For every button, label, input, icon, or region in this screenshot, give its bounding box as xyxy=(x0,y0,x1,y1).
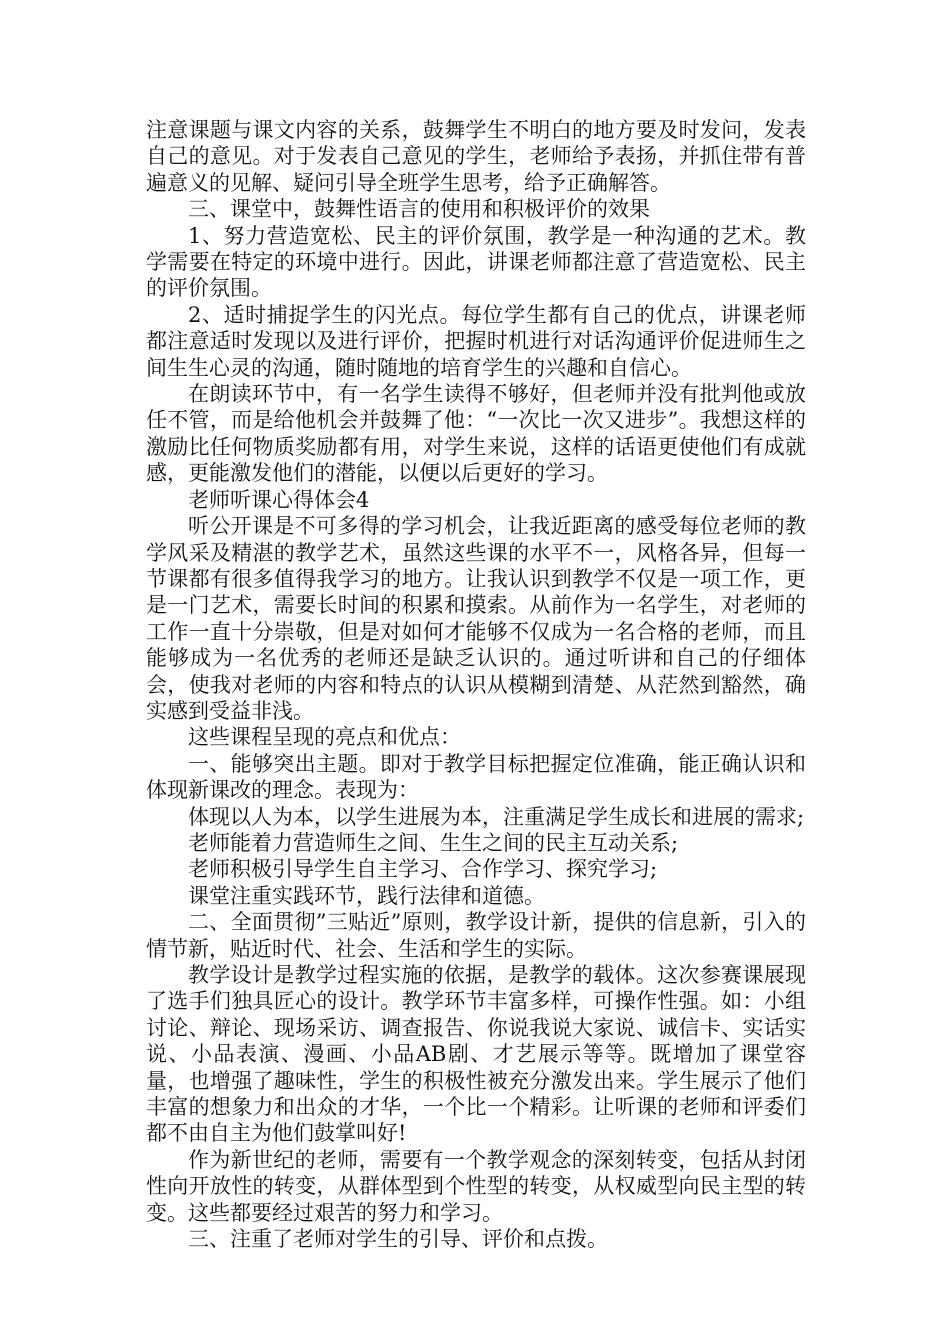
list-item-democratic-relations: 老师能着力营造师生之间、生生之间的民主互动关系; xyxy=(188,830,679,855)
section-heading-3: 三、课堂中，鼓舞性语言的使用和积极评价的效果 xyxy=(188,197,650,222)
list-item-practice: 课堂注重实践环节，践行法律和道德。 xyxy=(188,883,545,908)
paragraph-point-guidance: 三、注重了老师对学生的引导、评价和点拨。 xyxy=(188,1227,608,1252)
paragraph-new-century-teacher: 作为新世纪的老师，需要有一个教学观念的深刻转变，包括从封闭性向开放性的转变，从群体型到个性型的转变，从权威型向民主型的转变。这些都要经过艰苦的努力和学习。 xyxy=(146,1147,806,1225)
paragraph-intro: 听公开课是不可多得的学习机会，让我近距离的感受每位老师的教学风采及精湛的教学艺术，虽然这些课的水平不一，风格各异，但每一节课都有很多值得我学习的地方。让我认识到教学不仅是一项工作，更是一门艺术，需要长时间的积累和摸索。从前作为一名学生，对老师的工作一直十分崇敬，但是对如何才能够不仅成为一名合格的老师，而且能够成为一名优秀的老师还是缺乏认识的。通过听讲和自己的仔细体会，使我对老师的内容和特点的认识从模糊到清楚、从茫然到豁然，确实感到受益非浅。 xyxy=(146,514,806,723)
paragraph-reading-example: 在朗读环节中，有一名学生读得不够好，但老师并没有批判他或放任不管，而是给他机会并鼓舞了他：“一次比一次又进步”。我想这样的激励比任何物质奖励都有用，对学生来说，这样的话语更使他们有成就感，更能激发他们的潜能，以便以后更好的学习。 xyxy=(146,382,806,486)
paragraph-point-2: 2、适时捕捉学生的闪光点。每位学生都有自己的优点，讲课老师都注意适时发现以及进行评价，把握时机进行对话沟通评价促进师生之间生生心灵的沟通，随时随地的培育学生的兴趣和自信心。 xyxy=(146,302,806,380)
document-body xyxy=(146,117,806,1252)
article-title-4: 老师听课心得体会4 xyxy=(188,487,370,512)
paragraph-point-theme: 一、能够突出主题。即对于教学目标把握定位准确，能正确认识和体现新课改的理念。表现为： xyxy=(146,751,806,803)
paragraph-point-1: 1、努力营造宽松、民主的评价氛围，教学是一种沟通的艺术。教学需要在特定的环境中进行。因此，讲课老师都注意了营造宽松、民主的评价氛围。 xyxy=(146,223,806,301)
list-item-people-oriented: 体现以人为本，以学生进展为本，注重满足学生成长和进展的需求; xyxy=(188,804,805,829)
paragraph-teaching-design: 教学设计是教学过程实施的依据，是教学的载体。这次参赛课展现了选手们独具匠心的设计。教学环节丰富多样，可操作性强。如：小组讨论、辩论、现场采访、调查报告、你说我说大家说、诚信卡、实话实说、小品表演、漫画、小品AB剧、才艺展示等等。既增加了课堂容量，也增强了趣味性，学生的积极性被充分激发出来。学生展示了他们丰富的想象力和出众的才华，一个比一个精彩。让听课的老师和评委们都不由自主为他们鼓掌叫好! xyxy=(146,963,806,1146)
paragraph-point-three-closeness: 二、全面贯彻”三贴近”原则，教学设计新，提供的信息新，引入的情节新，贴近时代、社会、生活和学生的实际。 xyxy=(146,910,806,961)
paragraph-highlights-heading: 这些课程呈现的亮点和优点： xyxy=(188,725,461,750)
list-item-guided-learning: 老师积极引导学生自主学习、合作学习、探究学习; xyxy=(188,857,658,882)
paragraph-continuation: 注意课题与课文内容的关系，鼓舞学生不明白的地方要及时发问，发表自己的意见。对于发表自己意见的学生，老师给予表扬，并抓住带有普遍意义的见解、疑问引导全班学生思考，给予正确解答。 xyxy=(146,118,806,195)
